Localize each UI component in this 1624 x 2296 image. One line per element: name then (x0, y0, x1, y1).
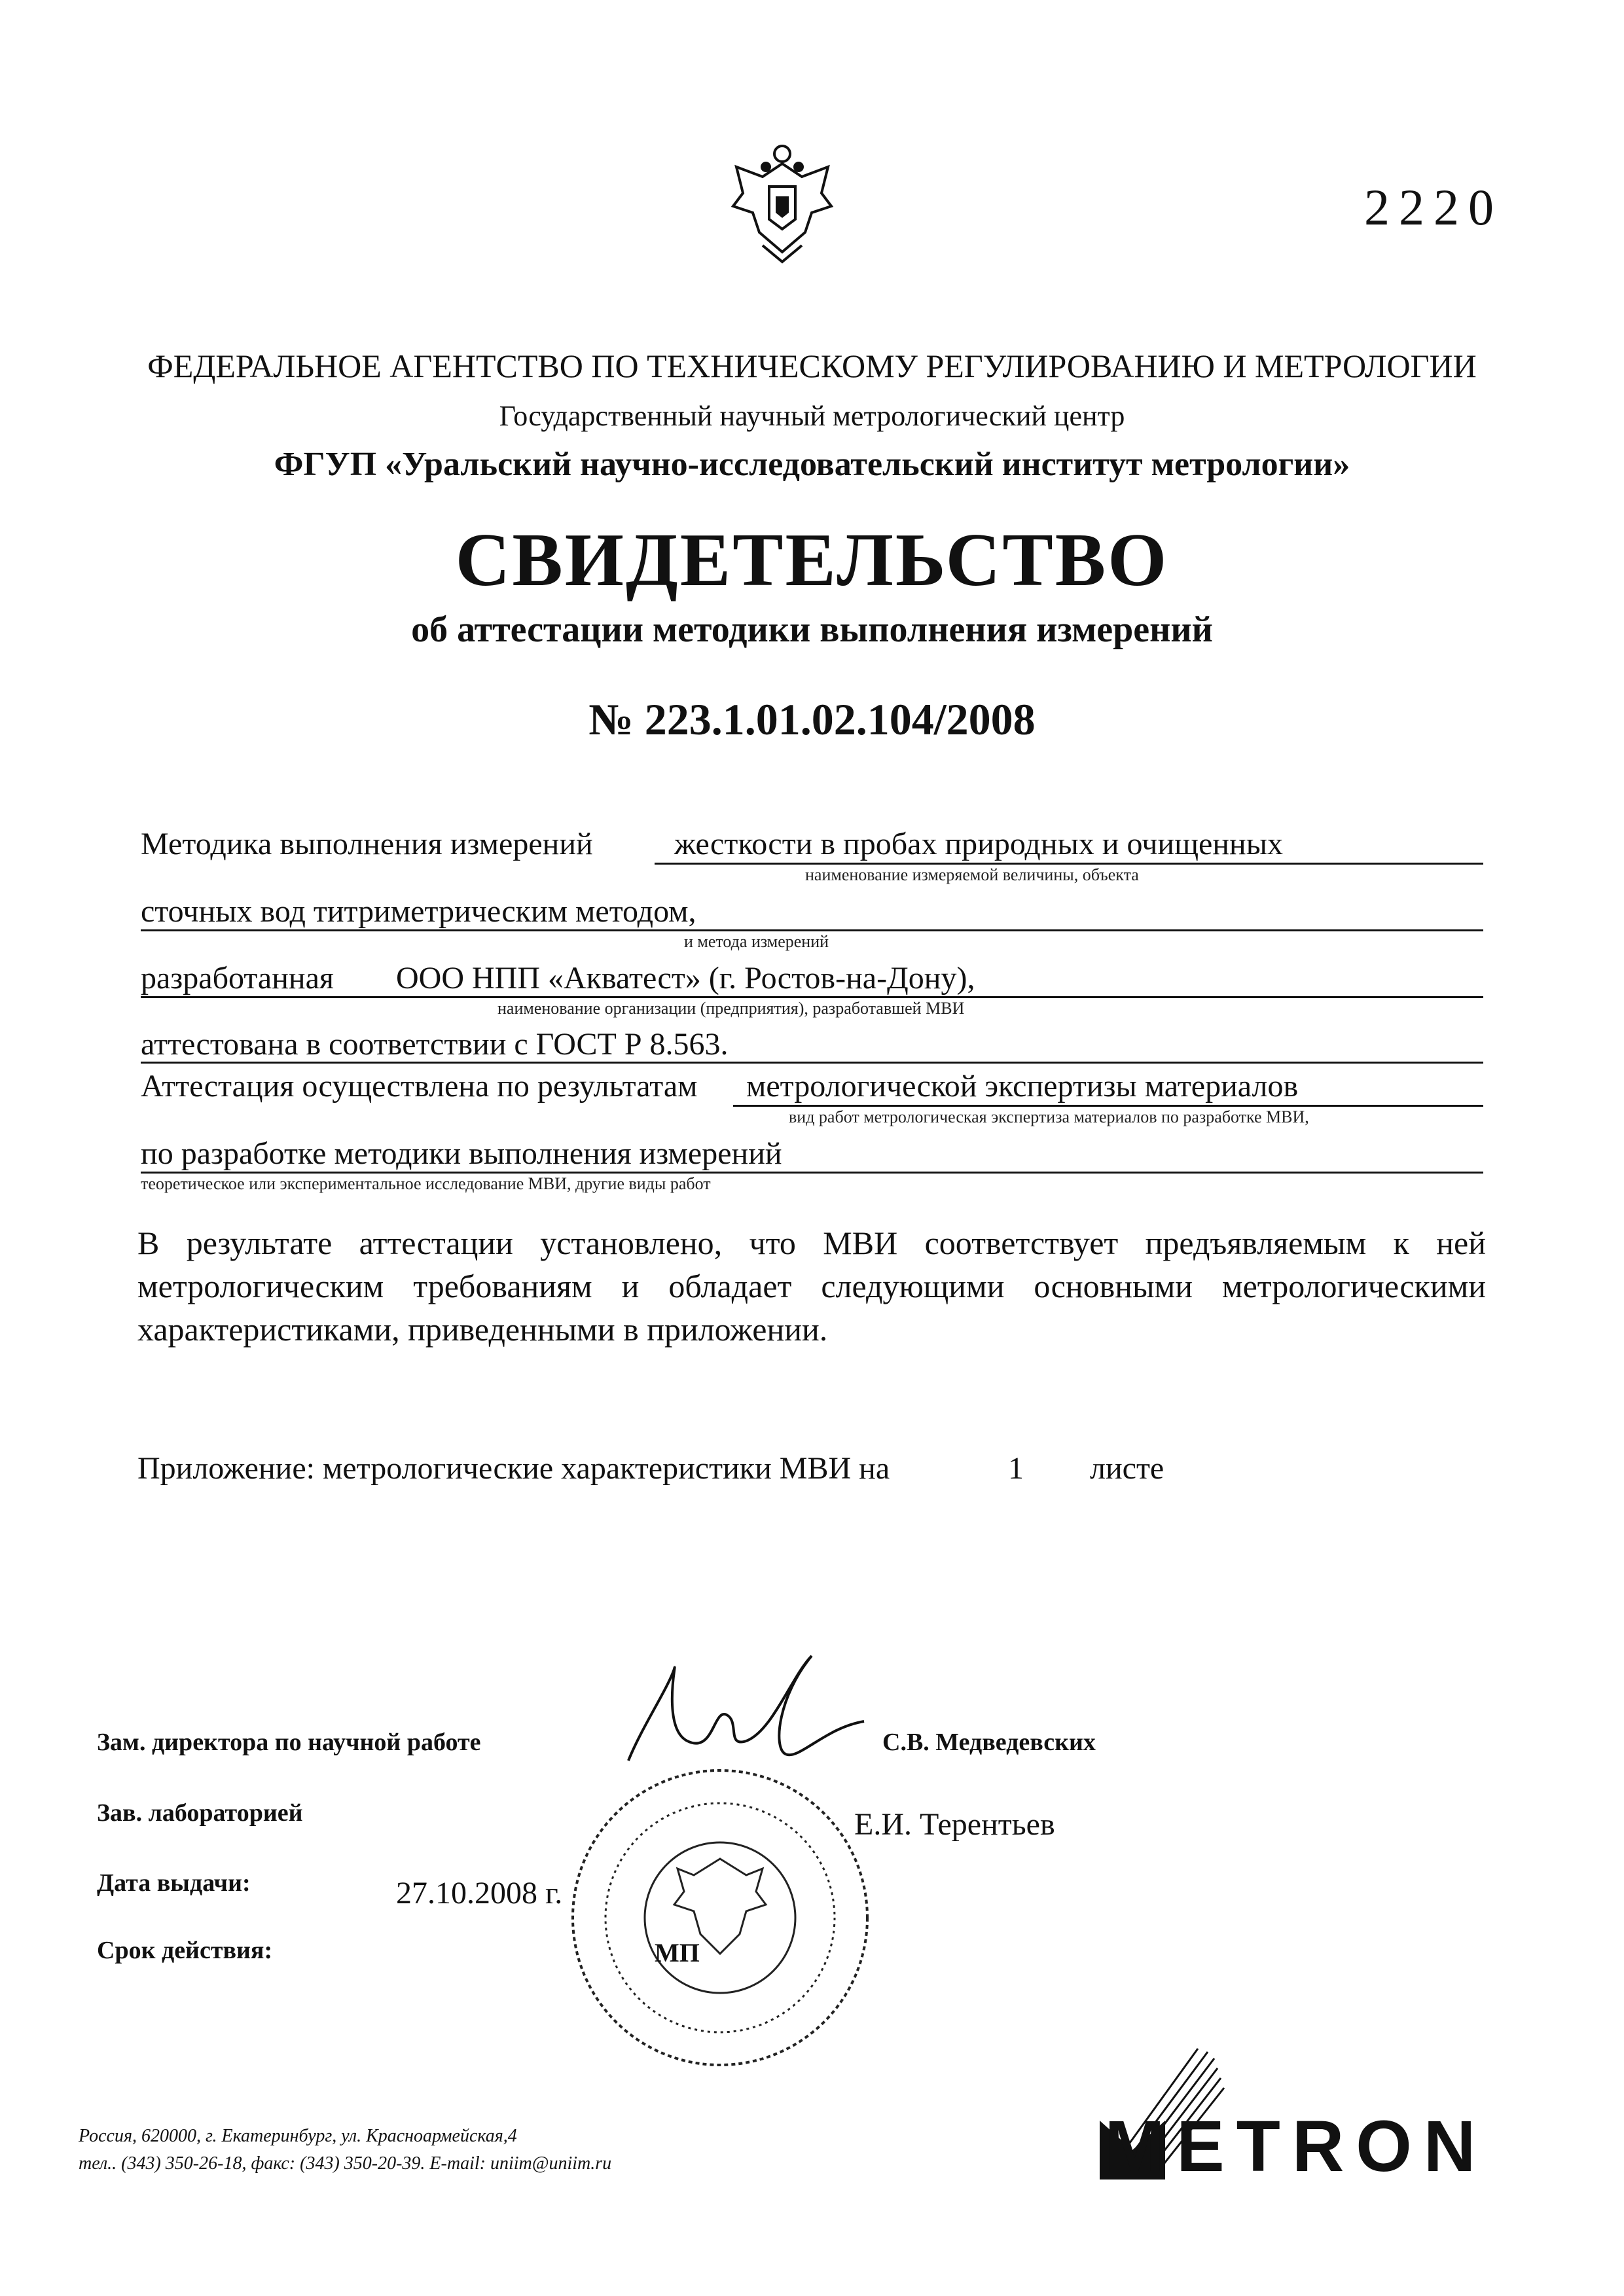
lab-label: Зав. лабораторией (97, 1799, 303, 1827)
basis-label: Аттестация осуществлена по результатам (141, 1069, 698, 1103)
deputy-label: Зам. директора по научной работе (97, 1729, 481, 1756)
validity-label: Срок действия: (97, 1937, 273, 1964)
method-label: Методика выполнения измерений (141, 827, 593, 861)
basis-value-line2: по разработке методики выполнения измерений (141, 1136, 782, 1171)
basis-hint-1: вид работ метрологическая экспертиза материалов по разработке МВИ, (789, 1107, 1309, 1126)
divider (733, 1105, 1483, 1107)
russian-coat-of-arms-icon (723, 141, 841, 265)
footer-address: Россия, 620000, г. Екатеринбург, ул. Красноармейская,4 (79, 2126, 517, 2146)
footer-contacts: тел.. (343) 350-26-18, факс: (343) 350-20-39. E-mail: uniim@uniim.ru (79, 2153, 612, 2174)
page-title: СВИДЕТЕЛЬСТВО (455, 518, 1169, 602)
page-subtitle: об аттестации методики выполнения измерений (411, 609, 1213, 650)
divider (141, 996, 1483, 998)
metron-logo-text: METRON (1104, 2106, 1488, 2187)
divider (655, 863, 1483, 865)
result-paragraph: В результате аттестации установлено, что МВИ соответствует предъявляемым к ней метрологическим требованиям и обладает следующими основными метрологическими характеристиками, приведенными в приложении. (137, 1225, 1486, 1348)
stamp-mark: МП (655, 1938, 700, 1967)
issue-date: 27.10.2008 г. (396, 1876, 563, 1910)
emblem (723, 141, 841, 265)
certified-text: аттестована в соответствии с ГОСТ Р 8.563. (141, 1027, 729, 1062)
divider (141, 929, 1483, 931)
certificate-number: № 223.1.01.02.104/2008 (588, 694, 1036, 744)
basis-hint-2: теоретическое или экспериментальное исследование МВИ, другие виды работ (141, 1174, 711, 1193)
method-value-line1: жесткости в пробах природных и очищенных (674, 827, 1283, 861)
method-hint-2: и метода измерений (684, 932, 829, 951)
document-number: 2220 (1364, 179, 1503, 236)
center-name: Государственный научный метрологический центр (499, 400, 1125, 432)
official-stamp (563, 1761, 877, 2075)
agency-name: ФЕДЕРАЛЬНОЕ АГЕНТСТВО ПО ТЕХНИЧЕСКОМУ РЕГУЛИРОВАНИЮ И МЕТРОЛОГИИ (147, 348, 1477, 384)
basis-value-line1: метрологической экспертизы материалов (746, 1069, 1299, 1103)
method-value-line2: сточных вод титриметрическим методом, (141, 894, 696, 929)
issue-label: Дата выдачи: (97, 1869, 251, 1897)
developed-label: разработанная (141, 961, 334, 996)
method-hint-1: наименование измеряемой величины, объекта (805, 865, 1139, 884)
divider (141, 1062, 1483, 1064)
appendix-unit: листе (1090, 1451, 1164, 1486)
developed-hint: наименование организации (предприятия), разработавшей МВИ (497, 999, 965, 1018)
deputy-name: С.В. Медведевских (882, 1729, 1096, 1756)
appendix-count: 1 (1008, 1451, 1024, 1486)
lab-name: Е.И. Терентьев (854, 1807, 1055, 1842)
institute-name: ФГУП «Уральский научно-исследовательский институт метрологии» (274, 446, 1350, 483)
divider (141, 1172, 1483, 1174)
appendix-label: Приложение: метрологические характеристики МВИ на (137, 1451, 890, 1486)
developed-value: ООО НПП «Акватест» (г. Ростов-на-Дону), (396, 961, 975, 996)
